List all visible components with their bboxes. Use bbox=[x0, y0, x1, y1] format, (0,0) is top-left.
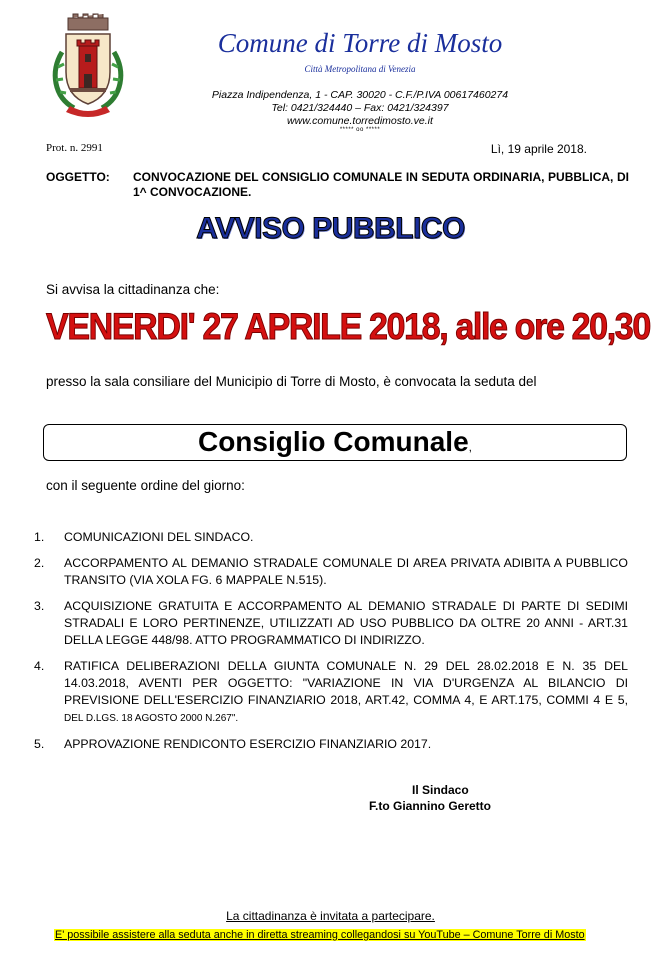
municipal-crest-logo bbox=[48, 12, 128, 118]
agenda-item bbox=[34, 658, 628, 727]
agenda-item bbox=[34, 598, 628, 649]
agenda-item bbox=[34, 555, 628, 589]
subject-label: OGGETTO: bbox=[46, 170, 110, 184]
agenda-item-number: 5. bbox=[34, 737, 45, 751]
website-line: www.comune.torredimosto.ve.it bbox=[287, 115, 433, 127]
agenda-item-number: 1. bbox=[34, 530, 45, 544]
agenda-item-text-block bbox=[64, 658, 628, 727]
signature-name: F.to Giannino Geretto bbox=[369, 799, 491, 813]
agenda-item-number: 4. bbox=[34, 659, 45, 673]
metro-area: Città Metropolitana di Venezia bbox=[304, 64, 416, 74]
address-line: Piazza Indipendenza, 1 - CAP. 30020 - C.F./P.IVA 00617460274 bbox=[211, 89, 509, 101]
agenda-item bbox=[34, 529, 628, 546]
streaming-notice: E' possibile assistere alla seduta anche in diretta streaming collegandosi su YouTube – Comune Torre di Mosto bbox=[55, 929, 585, 941]
agenda-item-text-small: DEL D.LGS. 18 AGOSTO 2000 N.267". bbox=[64, 713, 239, 724]
council-name: Consiglio Comunale bbox=[197, 426, 469, 457]
agenda-item-text: ACQUISIZIONE GRATUITA E ACCORPAMENTO AL DEMANIO STRADALE DI PARTE DI SEDIMI STRADALI E LORO PERTINENZE, UTILIZZATI AD USO PUBBLICO DA OLTRE 20 ANNI - ART.31 DELLA LEGGE 448/98. ATTO PROGRAMMATICO DI INDIRIZZO. bbox=[64, 599, 628, 647]
agenda-item-text: APPROVAZIONE RENDICONTO ESERCIZIO FINANZIARIO 2017. bbox=[64, 737, 432, 751]
agenda-item bbox=[34, 736, 628, 753]
notice-title: AVVISO PUBBLICO bbox=[196, 212, 465, 245]
notice-intro: Si avvisa la cittadinanza che: bbox=[46, 282, 220, 297]
phone-line: Tel: 0421/324440 – Fax: 0421/324397 bbox=[271, 102, 449, 114]
agenda-intro: con il seguente ordine del giorno: bbox=[46, 478, 245, 493]
agenda-item-number: 3. bbox=[34, 599, 45, 613]
meeting-datetime: VENERDI' 27 APRILE 2018, alle ore 20,30 bbox=[46, 306, 650, 347]
agenda-item-text: ACCORPAMENTO AL DEMANIO STRADALE COMUNALE DI AREA PRIVATA ADIBITA A PUBBLICO TRANSITO (VIA XOLA FG. 6 MAPPALE N.515). bbox=[64, 556, 628, 587]
council-comma: , bbox=[468, 440, 473, 454]
agenda-item-number: 2. bbox=[34, 556, 45, 570]
document-date: Lì, 19 aprile 2018. bbox=[490, 142, 587, 156]
header-ornament: ***** oo ***** bbox=[339, 127, 381, 133]
agenda-list bbox=[34, 529, 628, 762]
contact-block bbox=[150, 89, 570, 128]
agenda-item-text: RATIFICA DELIBERAZIONI DELLA GIUNTA COMUNALE N. 29 DEL 28.02.2018 E N. 35 DEL 14.03.2018, AVENTI PER OGGETTO: "VARIAZIONE IN VIA D'URGENZA AL BILANCIO DI PREVISIONE DELL'ESERCIZIO FINANZIARIO 2018, ART.42, COMMA 4, E ART.175, COMMI 4 E 5, bbox=[64, 659, 628, 707]
protocol-number: Prot. n. 2991 bbox=[46, 142, 103, 154]
agenda-item-text: COMUNICAZIONI DEL SINDACO. bbox=[64, 530, 254, 544]
invitation-text: La cittadinanza è invitata a partecipare. bbox=[226, 909, 435, 923]
signature-role: Il Sindaco bbox=[412, 783, 469, 797]
meeting-location: presso la sala consiliare del Municipio di Torre di Mosto, è convocata la seduta del bbox=[46, 374, 537, 389]
subject-text: CONVOCAZIONE DEL CONSIGLIO COMUNALE IN SEDUTA ORDINARIA, PUBBLICA, DI 1^ CONVOCAZIONE. bbox=[133, 170, 629, 199]
council-title bbox=[43, 424, 627, 465]
town-name: Comune di Torre di Mosto bbox=[217, 28, 503, 58]
